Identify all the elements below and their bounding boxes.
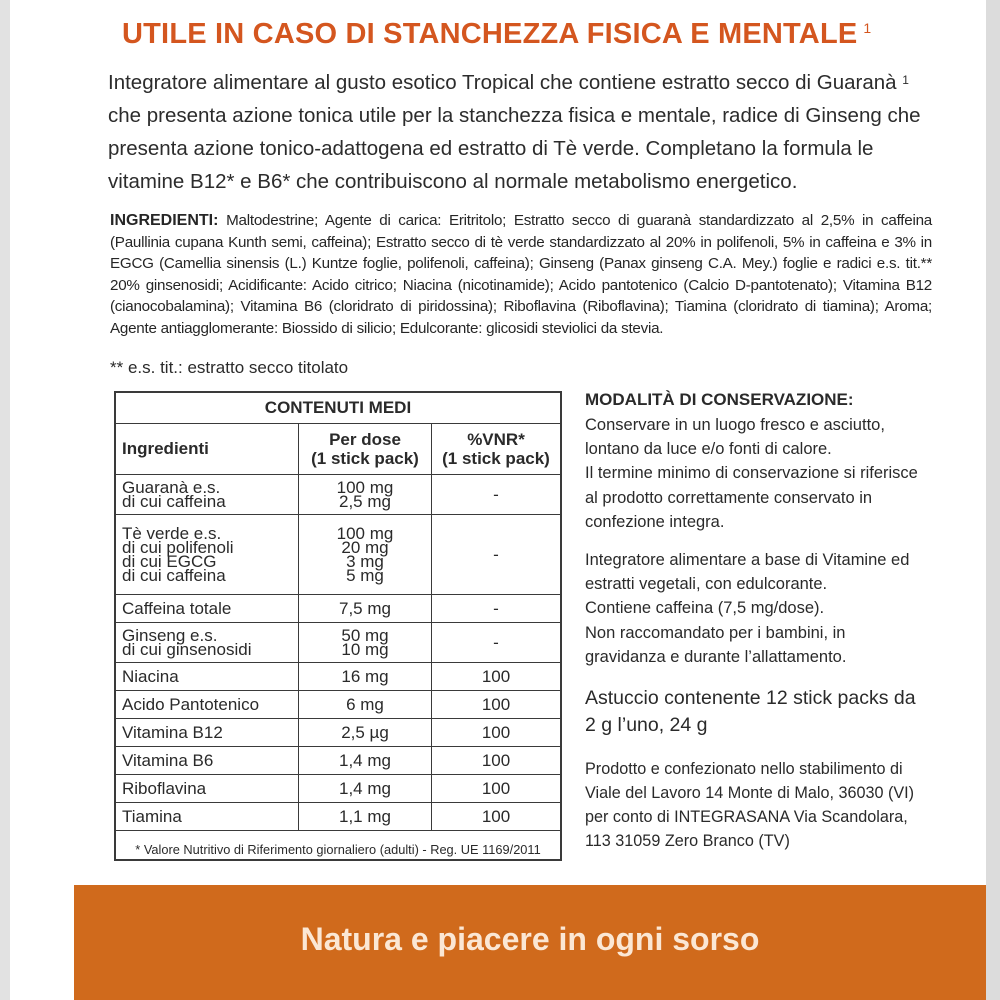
header-per-dose: Per dose (1 stick pack) [299, 424, 432, 475]
row-dose: 50 mg 10 mg [299, 623, 432, 663]
table-row [116, 775, 560, 803]
row-dose: 16 mg [299, 663, 432, 691]
row-ingredient: Acido Pantotenico [116, 691, 299, 719]
warning-text-2: Contiene caffeina (7,5 mg/dose). [585, 599, 825, 618]
row-vnr: - [432, 515, 561, 595]
row-vnr: 100 [432, 691, 561, 719]
row-dose: 7,5 mg [299, 595, 432, 623]
right-column [585, 390, 930, 853]
product-description: Integratore alimentare al gusto esotico Tropical che contiene estratto secco di Guaranà $^1$ che presenta azione tonica utile per la stanchezza fisica e mentale, radice di Ginseng che presenta azione tonico-adattogena ed estratto di Tè verde. Completano la formula le vitamine B12* e B6* che contribuiscono al normale metabolismo energetico. [108, 71, 921, 193]
row-ingredient: Vitamina B12 [116, 719, 299, 747]
row-dose: 100 mg 2,5 mg [299, 475, 432, 515]
row-ingredient: Tiamina [116, 803, 299, 831]
row-ingredient: Niacina [116, 663, 299, 691]
table-body [116, 475, 560, 831]
row-vnr: - [432, 595, 561, 623]
headline: UTILE IN CASO DI STANCHEZZA FISICA E MENTALE $^1$ [122, 18, 872, 50]
table-row [116, 719, 560, 747]
warning-text-1: Integratore alimentare a base di Vitamine ed estratti vegetali, con edulcorante. [585, 551, 910, 594]
row-dose: 6 mg [299, 691, 432, 719]
row-dose: 100 mg 20 mg 3 mg 5 mg [299, 515, 432, 595]
table-row [116, 595, 560, 623]
table-title: CONTENUTI MEDI [116, 393, 560, 424]
box-edge-right [986, 0, 1000, 1000]
nutrition-table-box [114, 391, 562, 861]
storage-text-2: Il termine minimo di conservazione si riferisce al prodotto correttamente conservato in confezione integra. [585, 464, 918, 531]
warning-text-3: Non raccomandato per i bambini, in gravidanza e durante l’allattamento. [585, 623, 847, 666]
table-row [116, 475, 560, 515]
intro-footnote-mark: 1 [902, 73, 909, 87]
headline-footnote-mark: 1 [863, 20, 872, 36]
row-vnr: - [432, 475, 561, 515]
ingredients-text: Maltodestrine; Agente di carica: Eritritolo; Estratto secco di guaranà standardizzato al 2,5% in caffeina (Paullinia cupana Kunth semi, caffeina); Estratto secco di tè verde standardizzato al 20% in polifenoli, 5% in caffeina e 3% in EGCG (Camellia sinensis (L.) Kuntze foglie, polifenoli, caffeina); Ginseng (Panax ginseng C.A. Mey.) foglie e radici e.s. tit.** 20% ginsenosidi; Acidificante: Acido citrico; Niacina (nicotinamide); Acido pantotenico (Calcio D-pantotenato); Vitamina B12 (cianocobalamina); Vitamina B6 (cloridrato di piridossina); Riboflavina (Riboflavina); Tiamina (cloridrato di tiamina); Aroma; Agente antiagglomerante: Biossido di silicio; Edulcorante: glicosidi steviolici da stevia. [110, 212, 932, 337]
row-dose: 1,1 mg [299, 803, 432, 831]
storage-text-1: Conservare in un luogo fresco e asciutto, lontano da luce e/o fonti di calore. [585, 416, 885, 459]
row-vnr: - [432, 623, 561, 663]
row-ingredient: Vitamina B6 [116, 747, 299, 775]
row-vnr: 100 [432, 663, 561, 691]
row-vnr: 100 [432, 775, 561, 803]
ingredients-label: INGREDIENTI: [110, 212, 219, 229]
slogan-band [74, 885, 986, 1000]
row-vnr: 100 [432, 747, 561, 775]
row-ingredient: Guaranà e.s. di cui caffeina [116, 475, 299, 515]
row-vnr: 100 [432, 803, 561, 831]
package-panel [10, 0, 986, 1000]
slogan: Natura e piacere in ogni sorso [300, 921, 760, 957]
ingredients-note: ** e.s. tit.: estratto secco titolato [110, 358, 349, 377]
ingredients-list [110, 210, 932, 339]
row-dose: 1,4 mg [299, 747, 432, 775]
header-vnr: %VNR* (1 stick pack) [432, 424, 561, 475]
package-contents: Astuccio contenente 12 stick packs da 2 g l’uno, 24 g [585, 687, 916, 737]
header-ingredients: Ingredienti [116, 424, 299, 475]
nutrition-table [116, 393, 560, 831]
row-dose: 2,5 µg [299, 719, 432, 747]
producer-info: Prodotto e confezionato nello stabilimento di Viale del Lavoro 14 Monte di Malo, 36030 (VI) per conto di INTEGRASANA Via Scandolara, 113 31059 Zero Branco (TV) [585, 760, 915, 851]
row-dose: 1,4 mg [299, 775, 432, 803]
table-header-row [116, 424, 560, 475]
table-row [116, 803, 560, 831]
row-ingredient: Tè verde e.s. di cui polifenoli di cui EGCG di cui caffeina [116, 515, 299, 595]
storage-title: MODALITÀ DI CONSERVAZIONE: [585, 390, 854, 409]
table-row [116, 663, 560, 691]
row-ingredient: Ginseng e.s. di cui ginsenosidi [116, 623, 299, 663]
row-ingredient: Caffeina totale [116, 595, 299, 623]
box-edge-left [0, 0, 10, 1000]
row-vnr: 100 [432, 719, 561, 747]
row-ingredient: Riboflavina [116, 775, 299, 803]
table-row [116, 623, 560, 663]
table-row [116, 747, 560, 775]
table-row [116, 691, 560, 719]
table-footnote: * Valore Nutritivo di Riferimento giornaliero (adulti) - Reg. UE 1169/2011 [135, 842, 541, 857]
table-row [116, 515, 560, 595]
